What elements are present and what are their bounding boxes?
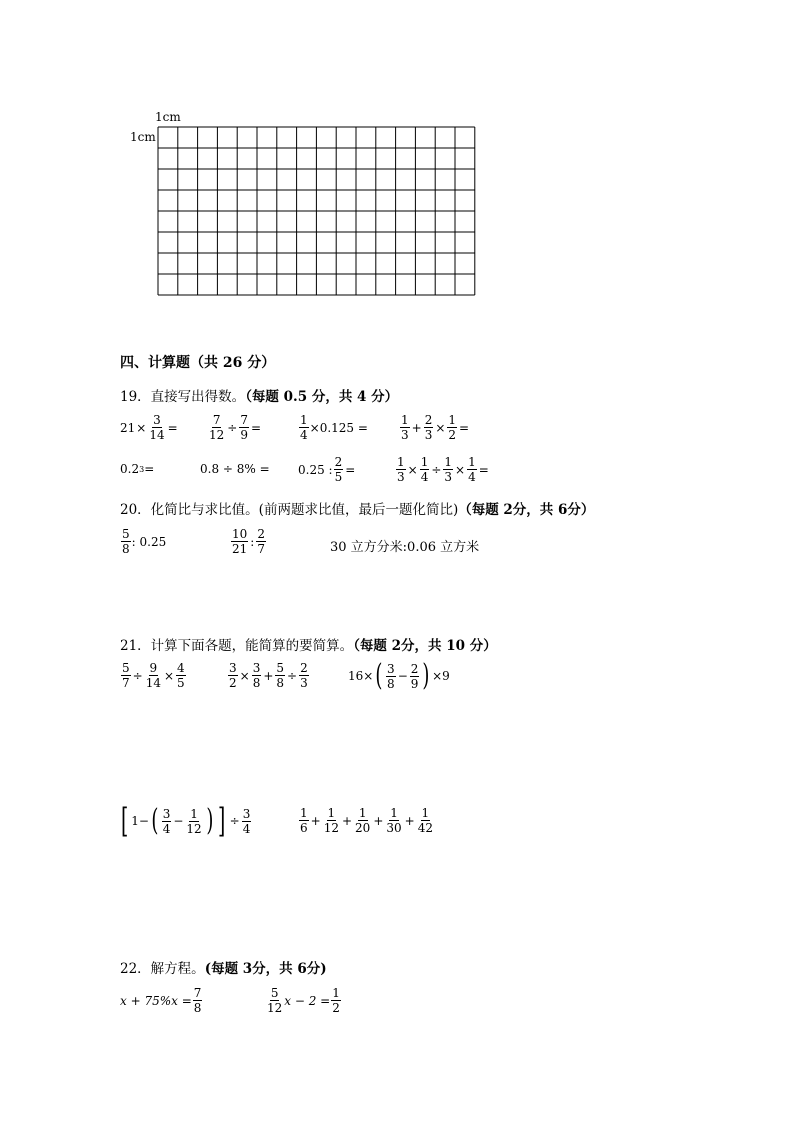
fraction	[323, 806, 340, 835]
denominator: 3	[424, 428, 433, 442]
numerator: 1	[468, 455, 476, 469]
numerator: 4	[177, 661, 185, 675]
denominator: 4	[242, 821, 251, 836]
numerator: 10	[232, 527, 248, 541]
operator: :	[250, 534, 255, 549]
fraction	[386, 662, 396, 691]
grid-top-label: 1cm	[155, 110, 181, 124]
fraction	[185, 807, 202, 836]
operator: +	[373, 813, 384, 828]
q22-expr-1	[120, 986, 203, 1015]
denominator: 6	[300, 821, 308, 835]
left-paren: (	[151, 803, 159, 838]
exponent: 3	[139, 464, 145, 474]
term: 30 立方分米:0.06 立方米	[330, 540, 480, 555]
fraction	[256, 527, 266, 556]
fraction	[252, 661, 262, 690]
numerator: 1	[190, 806, 198, 821]
denominator: 30	[386, 821, 402, 835]
denominator: 4	[420, 470, 429, 484]
grid-side-label: 1cm	[130, 130, 156, 144]
question-20	[120, 498, 594, 518]
fraction	[162, 807, 172, 836]
numerator: 2	[424, 413, 433, 427]
fraction	[239, 413, 249, 442]
fraction	[396, 455, 406, 484]
q19-expr-8	[395, 455, 490, 484]
term: 0.2	[120, 462, 140, 476]
fraction	[443, 455, 453, 484]
denominator: 2	[448, 428, 457, 442]
denominator: 12	[186, 821, 202, 836]
operator: ÷	[227, 420, 238, 435]
term: 0.25 :	[298, 462, 333, 477]
equals: =	[167, 420, 178, 435]
denominator: 4	[162, 821, 171, 836]
numerator: 3	[242, 806, 251, 821]
left-paren: (	[375, 658, 383, 693]
denominator: 3	[300, 676, 308, 690]
numerator: 1	[444, 455, 453, 469]
equals: =	[459, 420, 470, 435]
numerator: 1	[332, 986, 340, 1000]
denominator: 2	[229, 676, 237, 690]
denominator: 2	[332, 1001, 340, 1015]
term: x + 75%x =	[120, 993, 192, 1008]
question-20-points: （每题 2分，共 6分）	[458, 502, 595, 518]
fraction	[228, 661, 238, 690]
operator: −	[397, 669, 408, 683]
q20-expr-3	[330, 536, 479, 555]
numerator: 3	[162, 806, 171, 821]
operator: ÷	[229, 814, 240, 828]
q19-expr-4	[399, 413, 470, 442]
fraction	[424, 413, 434, 442]
operator: −	[173, 814, 184, 828]
operator: ÷	[287, 668, 298, 683]
operator: +	[404, 813, 415, 828]
numerator: 3	[153, 413, 161, 427]
equals: =	[144, 462, 155, 476]
numerator: 2	[334, 455, 343, 469]
term: ×9	[432, 669, 450, 683]
left-bracket: [	[120, 801, 129, 841]
numerator: 5	[122, 661, 130, 675]
numerator: 2	[410, 661, 419, 676]
numerator: 1	[401, 413, 409, 427]
equals: =	[250, 420, 262, 435]
numerator: 7	[212, 413, 221, 427]
q19-expr-1	[120, 413, 179, 442]
question-22-points: (每题 3分，共 6分)	[204, 961, 327, 977]
denominator: 8	[387, 676, 395, 691]
question-19	[120, 385, 398, 405]
fraction	[208, 413, 225, 442]
term: 16×	[348, 669, 374, 683]
fraction	[242, 807, 252, 836]
section-title: 四、计算题（共 26 分）	[120, 355, 276, 371]
q21-expr-2	[227, 661, 310, 690]
operator: +	[310, 813, 321, 828]
q19-expr-7	[298, 455, 356, 484]
operator: ÷	[431, 462, 442, 477]
fraction	[331, 986, 341, 1015]
numerator: 1	[421, 806, 430, 820]
operator: +	[341, 813, 353, 828]
term: 1−	[131, 814, 149, 828]
denominator: 3	[444, 470, 453, 484]
numerator: 2	[257, 527, 265, 541]
term: x − 2 =	[284, 993, 331, 1008]
fraction	[447, 413, 457, 442]
numerator: 1	[358, 806, 367, 820]
numerator: 5	[276, 661, 285, 675]
denominator: 4	[468, 470, 476, 484]
term: 21	[120, 420, 136, 435]
right-bracket: ]	[218, 801, 226, 841]
q21-expr-1	[120, 661, 187, 690]
denominator: 12	[267, 1001, 283, 1015]
numerator: 1	[397, 455, 405, 469]
operator: ×	[407, 462, 418, 477]
denominator: 12	[209, 428, 225, 442]
fraction	[275, 661, 285, 690]
question-22	[120, 957, 327, 977]
numerator: 7	[240, 413, 248, 427]
fraction	[385, 806, 402, 835]
q21-expr-5	[298, 806, 435, 835]
denominator: 12	[323, 821, 339, 835]
fraction	[145, 661, 162, 690]
equals: =	[478, 462, 489, 477]
fraction	[121, 527, 131, 556]
numerator: 2	[300, 661, 308, 675]
operator: ×	[239, 668, 250, 683]
q19-expr-6	[200, 462, 270, 476]
fraction	[231, 527, 248, 556]
operator: ×	[163, 668, 175, 683]
fraction	[121, 661, 131, 690]
numerator: 5	[270, 986, 279, 1000]
numerator: 1	[327, 806, 336, 820]
denominator: 4	[300, 428, 308, 442]
question-22-stem: 22．解方程。	[120, 961, 205, 977]
denominator: 20	[355, 821, 371, 835]
operator: ×	[435, 420, 446, 435]
fraction	[266, 986, 283, 1015]
denominator: 14	[145, 676, 161, 690]
fraction	[354, 806, 371, 835]
denominator: 8	[252, 676, 261, 690]
denominator: 5	[334, 470, 343, 484]
numerator: 1	[300, 806, 308, 820]
numerator: 3	[387, 661, 395, 676]
fraction	[148, 413, 165, 442]
fraction	[417, 806, 434, 835]
denominator: 5	[177, 676, 185, 690]
numerator: 9	[149, 661, 158, 675]
q19-expr-3	[298, 413, 368, 442]
fraction	[193, 986, 203, 1015]
denominator: 8	[276, 676, 285, 690]
denominator: 3	[397, 470, 405, 484]
right-paren: )	[206, 803, 214, 838]
operator: ÷	[132, 668, 143, 683]
numerator: 1	[300, 413, 308, 427]
fraction	[467, 455, 477, 484]
fraction	[299, 806, 309, 835]
denominator: 7	[122, 676, 130, 690]
q22-expr-2	[265, 986, 342, 1015]
q20-expr-2	[230, 527, 267, 556]
denominator: 8	[122, 542, 130, 556]
term: 0.8 ÷ 8% =	[200, 462, 270, 476]
fraction	[299, 413, 309, 442]
denominator: 14	[149, 428, 165, 442]
equals: =	[345, 462, 356, 477]
numerator: 3	[252, 661, 261, 675]
question-21-points: （每题 2分，共 10 分）	[353, 638, 497, 654]
question-19-points: （每题 0.5 分，共 4 分）	[245, 389, 399, 405]
right-paren: )	[422, 658, 430, 693]
fraction	[299, 661, 309, 690]
square-grid	[157, 126, 477, 297]
denominator: 7	[257, 542, 265, 556]
question-21	[120, 634, 497, 654]
fraction	[334, 455, 344, 484]
denominator: 3	[401, 428, 409, 442]
numerator: 1	[390, 806, 398, 820]
denominator: 21	[232, 542, 248, 556]
denominator: 8	[193, 1001, 202, 1015]
numerator: 7	[193, 986, 202, 1000]
numerator: 1	[448, 413, 457, 427]
q21-expr-4	[118, 801, 252, 841]
term: ×0.125 =	[309, 420, 368, 435]
denominator: 9	[240, 428, 248, 442]
term: : 0.25	[131, 534, 167, 549]
denominator: 42	[417, 821, 434, 835]
question-21-stem: 21．计算下面各题，能简算的要简算。	[120, 638, 354, 654]
q19-expr-5	[120, 462, 154, 476]
numerator: 3	[229, 661, 237, 675]
operator: ×	[136, 420, 147, 435]
question-19-stem: 19．直接写出得数。	[120, 389, 246, 405]
q21-expr-3	[348, 658, 450, 693]
denominator: 9	[410, 676, 419, 691]
operator: ×	[455, 462, 466, 477]
operator: +	[411, 420, 422, 435]
fraction	[176, 661, 186, 690]
q19-expr-2	[207, 413, 262, 442]
fraction	[410, 662, 420, 691]
numerator: 1	[420, 455, 429, 469]
q20-expr-1	[120, 527, 166, 556]
fraction	[400, 413, 410, 442]
question-20-stem: 20．化简比与求比值。(前两题求比值，最后一题化简比)	[120, 502, 459, 518]
operator: +	[263, 668, 274, 683]
fraction	[420, 455, 430, 484]
numerator: 5	[122, 527, 130, 541]
